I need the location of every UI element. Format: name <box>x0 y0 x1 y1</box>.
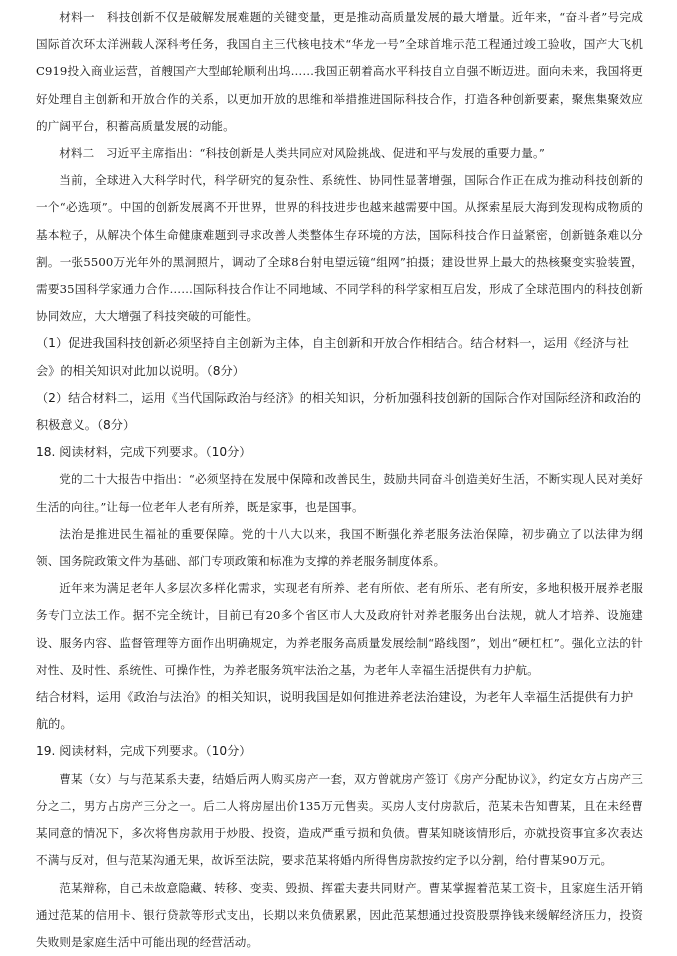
q18-task: 结合材料，运用《政治与法治》的相关知识，说明我国是如何推进养老法治建设，为老年人幸福生活提供有力护航的。 <box>36 684 643 738</box>
q18-heading: 18. 阅读材料，完成下列要求。（10分） <box>36 439 643 466</box>
q17-subquestion-1: （1）促进我国科技创新必须坚持自主创新为主体，自主创新和开放合作相结合。结合材料一，运用《经济与社会》的相关知识对此加以说明。（8分） <box>36 330 643 384</box>
q19-paragraph-1: 曹某（女）与与范某系夫妻，结婚后两人购买房产一套，双方曾就房产签订《房产分配协议》，约定女方占房产三分之二，男方占房产三分之一。后二人将房屋出价135万元售卖。买房人支付房款后，范某未告知曹某，且在未经曹某同意的情况下，多次将售房款用于炒股、投资，造成严重亏损和负债。曹某知晓该情形后，亦就投资事宜多次表达不满与反对，但与范某沟通无果，故诉至法院，要求范某将婚内所得售房款按约定予以分割，给付曹某90万元。 <box>36 766 643 875</box>
q18-paragraph-2: 法治是推进民生福祉的重要保障。党的十八大以来，我国不断强化养老服务法治保障，初步确立了以法律为纲领、国务院政策文件为基础、部门专项政策和标准为支撑的养老服务制度体系。 <box>36 521 643 575</box>
q17-material-1: 材料一 科技创新不仅是破解发展难题的关键变量，更是推动高质量发展的最大增量。近年来，“奋斗者”号完成国际首次环太洋洲载人深科考任务，我国自主三代核电技术“华龙一号”全球首堆示范工程通过竣工验收，国产大飞机C919投入商业运营，首艘国产大型邮轮顺利出坞……我国正朝着高水平科技自立自强不断迈进。面向未来，我国将更好处理自主创新和开放合作的关系，以更加开放的思维和举措推进国际科技合作，打造各种创新要素，聚焦集聚效应的广阔平台，积蓄高质量发展的动能。 <box>36 4 643 140</box>
q19-heading: 19. 阅读材料，完成下列要求。（10分） <box>36 738 643 765</box>
q19-paragraph-2: 范某辩称，自己未故意隐藏、转移、变卖、毁损、挥霍夫妻共同财产。曹某掌握着范某工资卡，且家庭生活开销通过范某的信用卡、银行贷款等形式支出，长期以来负债累累，因此范某想通过投资股票挣钱来缓解经济压力，投资失败则是家庭生活中可能出现的经营活动。 <box>36 875 643 956</box>
q17-material-2-body: 当前，全球进入大科学时代，科学研究的复杂性、系统性、协同性显著增强，国际合作正在成为推动科技创新的一个“必选项”。中国的创新发展离不开世界，世界的科技进步也越来越需要中国。从探索星辰大海到发现构成物质的基本粒子，从解决个体生命健康难题到寻求改善人类整体生存环境的方法，国际科技合作日益紧密，创新链条难以分割。一张5500万光年外的黑洞照片，调动了全球8台射电望远镜“组网”拍摄；建设世界上最大的热核聚变实验装置，需要35国科学家通力合作……国际科技合作让不同地域、不同学科的科学家相互启发，形成了全球范围内的科技创新协同效应，大大增强了科技突破的可能性。 <box>36 167 643 330</box>
q17-subquestion-2: （2）结合材料二，运用《当代国际政治与经济》的相关知识，分析加强科技创新的国际合作对国际经济和政治的积极意义。（8分） <box>36 385 643 439</box>
q17-material-2-intro: 材料二 习近平主席指出：“科技创新是人类共同应对风险挑战、促进和平与发展的重要力量。” <box>36 140 643 167</box>
q18-paragraph-3: 近年来为满足老年人多层次多样化需求，实现老有所养、老有所依、老有所乐、老有所安，多地积极开展养老服务专门立法工作。据不完全统计，目前已有20多个省区市人大及政府针对养老服务出台法规，就人才培养、设施建设、服务内容、监督管理等方面作出明确规定，为养老服务高质量发展绘制“路线图”，划出“硬杠杠”。强化立法的针对性、及时性、系统性、可操作性，为养老服务筑牢法治之基，为老年人幸福生活提供有力护航。 <box>36 575 643 684</box>
q18-paragraph-1: 党的二十大报告中指出：“必须坚持在发展中保障和改善民生，鼓励共同奋斗创造美好生活，不断实现人民对美好生活的向往。”让每一位老年人老有所养，既是家事，也是国事。 <box>36 466 643 520</box>
